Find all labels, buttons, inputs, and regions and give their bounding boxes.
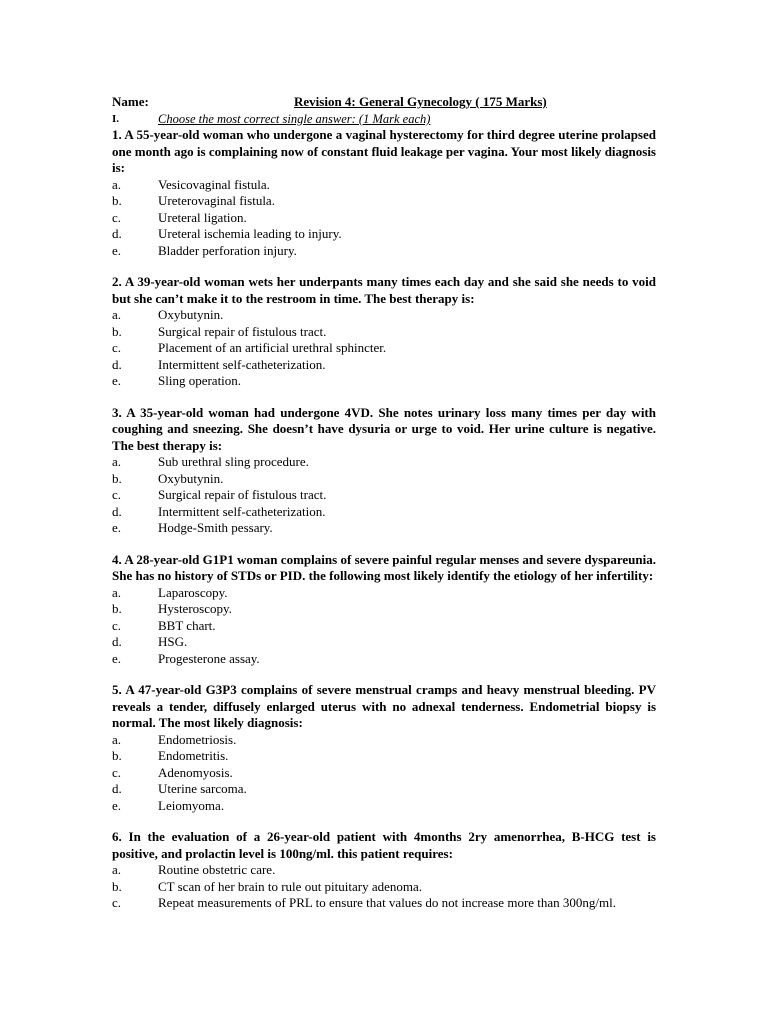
option-letter: d. — [112, 634, 122, 649]
answer-option — [112, 634, 656, 651]
answer-option — [112, 193, 656, 210]
option-letter: e. — [112, 242, 122, 258]
option-letter: d. — [112, 781, 122, 796]
option-text: Endometriosis. — [158, 731, 237, 747]
answer-options — [112, 732, 656, 815]
answer-option — [112, 520, 656, 537]
option-letter: c. — [112, 764, 122, 780]
option-letter: d. — [112, 226, 122, 241]
question-6 — [112, 829, 656, 912]
option-text: Uterine sarcoma. — [158, 781, 247, 796]
answer-options — [112, 862, 656, 912]
name-label: Name: — [112, 94, 149, 109]
option-letter: b. — [112, 748, 122, 763]
option-text: Intermittent self-catheterization. — [158, 356, 326, 372]
option-letter: a. — [112, 176, 122, 192]
option-text: BBT chart. — [158, 617, 216, 633]
option-letter: c. — [112, 340, 122, 355]
answer-option — [112, 781, 656, 798]
option-text: Surgical repair of fistulous tract. — [158, 323, 327, 339]
option-letter: e. — [112, 650, 122, 666]
section-number: I. — [112, 113, 120, 125]
answer-options — [112, 307, 656, 390]
option-text: Bladder perforation injury. — [158, 242, 297, 258]
answer-option — [112, 798, 656, 815]
option-text: Sub urethral sling procedure. — [158, 454, 309, 469]
answer-option — [112, 732, 656, 749]
option-text: Adenomyosis. — [158, 764, 233, 780]
answer-option — [112, 765, 656, 782]
option-text: Oxybutynin. — [158, 470, 224, 486]
option-letter: c. — [112, 617, 122, 633]
question-text: 2. A 39-year-old woman wets her underpants many times each day and she said she needs to void but she can’t make it to the restroom in time. The best therapy is: — [112, 274, 656, 306]
option-text: Repeat measurements of PRL to ensure that values do not increase more than 300ng/ml. — [158, 895, 617, 910]
option-letter: d. — [112, 356, 122, 372]
option-text: Vesicovaginal fistula. — [158, 176, 270, 192]
answer-option — [112, 357, 656, 374]
option-text: Hysteroscopy. — [158, 601, 232, 616]
answer-option — [112, 895, 656, 912]
question-text: 5. A 47-year-old G3P3 complains of severe menstrual cramps and heavy menstrual bleeding. PV reveals a tender, diffusely enlarged uterus with no adnexal tenderness. Endometrial biopsy is normal. The most likely diagnosis: — [112, 682, 656, 730]
question-5 — [112, 682, 656, 814]
option-text: HSG. — [158, 634, 188, 649]
option-text: Endometritis. — [158, 748, 229, 763]
option-letter: e. — [112, 373, 122, 388]
option-text: Sling operation. — [158, 373, 242, 388]
option-text: Oxybutynin. — [158, 307, 224, 322]
question-4 — [112, 552, 656, 668]
answer-option — [112, 177, 656, 194]
answer-option — [112, 307, 656, 324]
answer-option — [112, 324, 656, 341]
answer-option — [112, 471, 656, 488]
option-letter: d. — [112, 503, 122, 519]
option-text: Laparoscopy. — [158, 584, 228, 600]
answer-option — [112, 862, 656, 879]
option-letter: a. — [112, 454, 122, 469]
option-letter: a. — [112, 862, 122, 877]
option-letter: b. — [112, 878, 122, 894]
option-text: Ureteral ligation. — [158, 209, 247, 225]
option-text: CT scan of her brain to rule out pituitary adenoma. — [158, 878, 423, 894]
option-text: Surgical repair of fistulous tract. — [158, 487, 327, 502]
answer-option — [112, 226, 656, 243]
option-letter: c. — [112, 209, 122, 225]
answer-option — [112, 601, 656, 618]
option-text: Ureterovaginal fistula. — [158, 193, 275, 208]
option-text: Routine obstetric care. — [158, 862, 276, 877]
question-text: 3. A 35-year-old woman had undergone 4VD. She notes urinary loss many times per day with coughing and sneezing. She doesn’t have dysuria or urge to void. Her urine culture is negative. The best therapy is: — [112, 404, 656, 453]
answer-option — [112, 748, 656, 765]
answer-option — [112, 651, 656, 668]
answer-option — [112, 487, 656, 504]
question-1 — [112, 127, 656, 259]
answer-option — [112, 454, 656, 471]
question-2 — [112, 274, 656, 390]
answer-option — [112, 373, 656, 390]
option-text: Intermittent self-catheterization. — [158, 503, 326, 519]
option-text: Leiomyoma. — [158, 797, 225, 813]
option-text: Placement of an artificial urethral sphincter. — [158, 340, 387, 355]
question-text: 1. A 55-year-old woman who undergone a vaginal hysterectomy for third degree uterine prolapsed one month ago is complaining now of constant fluid leakage per vagina. Your most likely diagnosis is: — [112, 127, 656, 175]
question-3 — [112, 405, 656, 537]
option-letter: b. — [112, 470, 122, 486]
header — [112, 94, 656, 112]
answer-options — [112, 177, 656, 260]
option-letter: b. — [112, 601, 122, 616]
option-text: Progesterone assay. — [158, 650, 260, 666]
option-letter: a. — [112, 731, 122, 747]
question-text: 4. A 28-year-old G1P1 woman complains of severe painful regular menses and severe dyspareunia. She has no history of STDs or PID. the following most likely identify the etiology of her infertility: — [112, 551, 656, 583]
option-letter: c. — [112, 487, 122, 502]
answer-options — [112, 585, 656, 668]
section-heading — [112, 112, 656, 127]
answer-option — [112, 504, 656, 521]
question-list — [112, 127, 656, 912]
document-title: Revision 4: General Gynecology ( 175 Marks) — [294, 94, 547, 109]
answer-option — [112, 210, 656, 227]
answer-options — [112, 454, 656, 537]
answer-option — [112, 340, 656, 357]
section-instruction: Choose the most correct single answer: (1 Mark each) — [158, 112, 431, 126]
option-letter: b. — [112, 323, 122, 339]
option-letter: b. — [112, 193, 122, 208]
option-letter: a. — [112, 307, 122, 322]
option-letter: a. — [112, 584, 122, 600]
question-text: 6. In the evaluation of a 26-year-old patient with 4months 2ry amenorrhea, B-HCG test is positive, and prolactin level is 100ng/ml. this patient requires: — [112, 829, 656, 861]
answer-option — [112, 243, 656, 260]
answer-option — [112, 585, 656, 602]
answer-option — [112, 618, 656, 635]
option-text: Hodge-Smith pessary. — [158, 520, 273, 535]
option-letter: e. — [112, 520, 122, 535]
option-letter: e. — [112, 797, 122, 813]
answer-option — [112, 879, 656, 896]
option-text: Ureteral ischemia leading to injury. — [158, 226, 342, 241]
option-letter: c. — [112, 895, 122, 910]
